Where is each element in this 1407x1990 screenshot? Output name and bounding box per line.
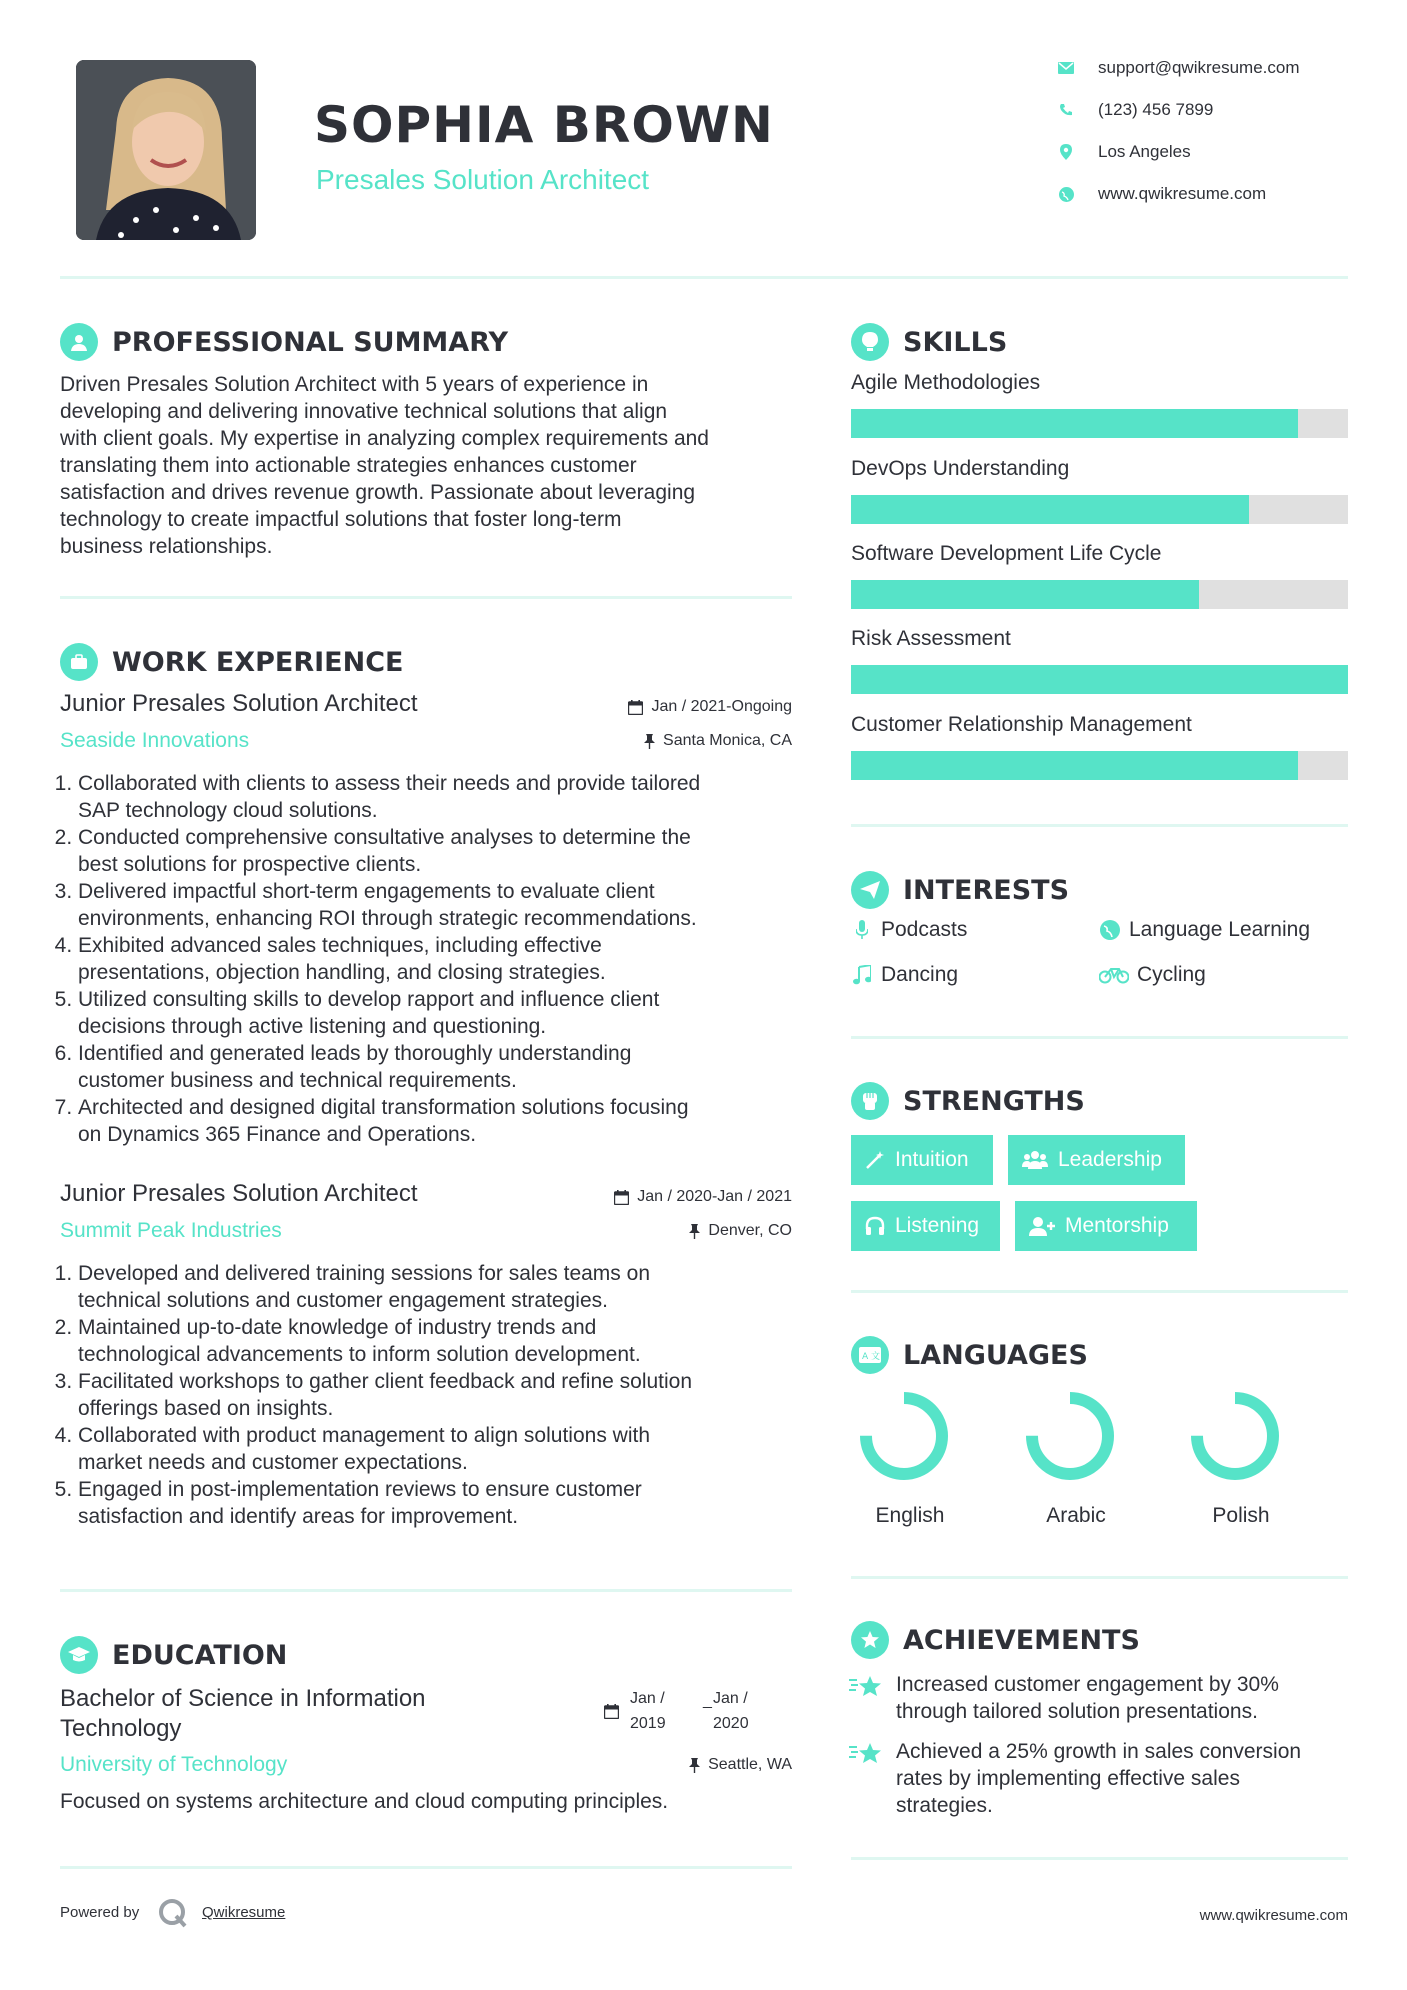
qwikresume-logo-icon bbox=[158, 1898, 188, 1933]
user-plus-icon bbox=[1029, 1216, 1055, 1236]
school-name: University of Technology bbox=[60, 1753, 288, 1776]
interest-label: Language Learning bbox=[1129, 918, 1311, 941]
achievement-line: Increased customer engagement by 30% bbox=[896, 1673, 1279, 1696]
list-item: 5. Utilized consulting skills to develop rapport and influence client decisions through active listening and questioning. bbox=[78, 986, 818, 1040]
job-dates bbox=[540, 1188, 792, 1206]
skill-bar bbox=[851, 751, 1348, 780]
language-label: Polish bbox=[1212, 1504, 1270, 1527]
education-start-b: 2019 bbox=[630, 1715, 666, 1732]
languages-divider bbox=[851, 1576, 1348, 1579]
powered-by-label: Powered by bbox=[60, 1904, 140, 1921]
job-location bbox=[560, 1222, 792, 1240]
list-item: 1. Collaborated with clients to assess their needs and provide tailored SAP technology cloud solutions. bbox=[78, 770, 818, 824]
skill-bar-fill bbox=[851, 409, 1298, 438]
strength-chip bbox=[851, 1201, 1000, 1251]
job-dates bbox=[560, 698, 792, 716]
skill-label: Customer Relationship Management bbox=[851, 713, 1192, 736]
list-item: 7. Architected and designed digital transformation solutions focusing on Dynamics 365 Finance and Operations. bbox=[78, 1094, 818, 1148]
education-start bbox=[630, 1686, 666, 1736]
phone-icon bbox=[1056, 100, 1076, 120]
strength-chip bbox=[851, 1135, 993, 1185]
microphone-icon bbox=[851, 920, 873, 940]
language-ring-arabic bbox=[1024, 1390, 1116, 1487]
pushpin-icon bbox=[644, 734, 655, 749]
skill-label: Agile Methodologies bbox=[851, 371, 1041, 394]
summary-divider bbox=[60, 596, 792, 599]
job-location-text: Denver, CO bbox=[708, 1222, 792, 1239]
job-dates-text: Jan / 2021-Ongoing bbox=[651, 698, 792, 715]
education-header bbox=[60, 1636, 287, 1674]
job-title: Junior Presales Solution Architect bbox=[60, 690, 418, 717]
strength-label: Intuition bbox=[895, 1148, 969, 1171]
achievement-line: through tailored solution presentations. bbox=[896, 1700, 1258, 1723]
list-item: 2. Maintained up-to-date knowledge of industry trends and technological advancements to inform solution development. bbox=[78, 1314, 818, 1368]
contact-website[interactable] bbox=[1056, 184, 1356, 204]
svg-text:文: 文 bbox=[871, 1352, 881, 1362]
strength-label: Listening bbox=[895, 1214, 980, 1237]
language-ring-english bbox=[858, 1390, 950, 1487]
experience-divider bbox=[60, 1589, 792, 1592]
list-item: 3. Delivered impactful short-term engagements to evaluate client environments, enhancing ROI through strategic recommendations. bbox=[78, 878, 818, 932]
achievements-divider bbox=[851, 1857, 1348, 1860]
job-dates-text: Jan / 2020-Jan / 2021 bbox=[637, 1188, 792, 1205]
achievement-line: strategies. bbox=[896, 1794, 993, 1817]
list-item: 6. Identified and generated leads by thoroughly understanding customer business and technical requirements. bbox=[78, 1040, 818, 1094]
degree-line: Technology bbox=[60, 1715, 182, 1742]
experience-header bbox=[60, 643, 403, 681]
skill-bar-fill bbox=[851, 580, 1199, 609]
contact-email-text: support@qwikresume.com bbox=[1098, 58, 1300, 77]
language-ring-polish bbox=[1189, 1390, 1281, 1487]
candidate-name: SOPHIA BROWN bbox=[314, 96, 774, 154]
star-badge-icon bbox=[851, 1621, 889, 1659]
summary-line: Driven Presales Solution Architect with 5 years of experience in bbox=[60, 373, 649, 396]
education-divider bbox=[60, 1866, 792, 1869]
summary-header bbox=[60, 323, 508, 361]
lightbulb-icon bbox=[851, 323, 889, 361]
education-heading: EDUCATION bbox=[112, 1639, 288, 1671]
summary-heading: PROFESSIONAL SUMMARY bbox=[112, 326, 509, 358]
language-label: Arabic bbox=[1046, 1504, 1106, 1527]
achievements-heading: ACHIEVEMENTS bbox=[903, 1624, 1140, 1656]
achievement-line: rates by implementing effective sales bbox=[896, 1767, 1240, 1790]
pushpin-icon bbox=[689, 1224, 700, 1239]
graduation-cap-icon bbox=[60, 1636, 98, 1674]
list-item: 2. Conducted comprehensive consultative analyses to determine the best solutions for prospective clients. bbox=[78, 824, 818, 878]
skill-bar-fill bbox=[851, 665, 1348, 694]
skill-bar bbox=[851, 495, 1348, 524]
strength-chip bbox=[1008, 1135, 1185, 1185]
skill-label: DevOps Understanding bbox=[851, 457, 1070, 480]
calendar-icon bbox=[604, 1704, 619, 1724]
list-item: 4. Exhibited advanced sales techniques, including effective presentations, objection handling, and closing strategies. bbox=[78, 932, 818, 986]
strength-label: Leadership bbox=[1058, 1148, 1162, 1171]
company-name: Summit Peak Industries bbox=[60, 1219, 282, 1242]
list-item: 3. Facilitated workshops to gather client feedback and refine solution offerings based on insights. bbox=[78, 1368, 818, 1422]
magic-wand-icon bbox=[865, 1150, 885, 1170]
summary-line: satisfaction and drives revenue growth. Passionate about leveraging bbox=[60, 481, 696, 504]
languages-header bbox=[851, 1336, 1088, 1374]
job-location-text: Santa Monica, CA bbox=[663, 732, 792, 749]
education-description: Focused on systems architecture and cloud computing principles. bbox=[60, 1790, 669, 1813]
calendar-icon bbox=[628, 700, 643, 715]
globe-icon bbox=[1099, 920, 1121, 940]
contact-location bbox=[1056, 142, 1356, 162]
envelope-icon bbox=[1056, 58, 1076, 78]
language-label: English bbox=[875, 1504, 945, 1527]
job-title: Junior Presales Solution Architect bbox=[60, 1180, 418, 1207]
skills-divider bbox=[851, 824, 1348, 827]
skill-bar-fill bbox=[851, 751, 1298, 780]
job-location bbox=[560, 732, 792, 750]
strength-label: Mentorship bbox=[1065, 1214, 1169, 1237]
strengths-divider bbox=[851, 1290, 1348, 1293]
company-name: Seaside Innovations bbox=[60, 729, 250, 752]
headphones-icon bbox=[865, 1216, 885, 1236]
map-pin-icon bbox=[1056, 142, 1076, 162]
skill-bar-fill bbox=[851, 495, 1249, 524]
strengths-header bbox=[851, 1082, 1085, 1120]
bicycle-icon bbox=[1099, 966, 1129, 984]
skill-bar bbox=[851, 409, 1348, 438]
interest-item bbox=[851, 918, 967, 942]
interest-item bbox=[1099, 963, 1206, 987]
skill-bar bbox=[851, 665, 1348, 694]
summary-text bbox=[60, 371, 800, 560]
list-item: 1. Developed and delivered training sessions for sales teams on technical solutions and customer engagement strategies. bbox=[78, 1260, 818, 1314]
education-location-text: Seattle, WA bbox=[708, 1756, 792, 1773]
degree-title bbox=[60, 1684, 426, 1744]
pushpin-icon bbox=[689, 1758, 700, 1773]
achievements-header bbox=[851, 1621, 1140, 1659]
contact-phone[interactable] bbox=[1056, 100, 1356, 120]
svg-text:A: A bbox=[862, 1352, 869, 1362]
education-end-a: Jan / bbox=[713, 1690, 748, 1707]
language-icon bbox=[851, 1336, 889, 1374]
degree-line: Bachelor of Science in Information bbox=[60, 1685, 426, 1712]
summary-line: technology to create impactful solutions that foster long-term bbox=[60, 508, 622, 531]
contact-location-text: Los Angeles bbox=[1098, 142, 1191, 161]
achievement-item bbox=[896, 1671, 1346, 1725]
skills-heading: SKILLS bbox=[903, 326, 1008, 358]
skills-header bbox=[851, 323, 1007, 361]
contact-phone-text: (123) 456 7899 bbox=[1098, 100, 1214, 119]
date-dash: _ bbox=[703, 1692, 712, 1709]
skill-label: Risk Assessment bbox=[851, 627, 1011, 650]
interest-label: Cycling bbox=[1137, 963, 1206, 986]
globe-icon bbox=[1056, 184, 1076, 204]
star-icon bbox=[849, 1674, 883, 1705]
fist-icon bbox=[851, 1082, 889, 1120]
interests-divider bbox=[851, 1036, 1348, 1039]
contact-email[interactable] bbox=[1056, 58, 1356, 78]
job-duties bbox=[60, 770, 818, 1148]
header-divider bbox=[60, 276, 1348, 279]
summary-line: business relationships. bbox=[60, 535, 273, 558]
education-start-a: Jan / bbox=[630, 1690, 665, 1707]
music-note-icon bbox=[851, 965, 873, 985]
education-end bbox=[713, 1686, 749, 1736]
interest-item bbox=[851, 963, 958, 987]
achievement-item bbox=[896, 1738, 1346, 1819]
user-icon bbox=[60, 323, 98, 361]
users-icon bbox=[1022, 1150, 1048, 1170]
briefcase-icon bbox=[60, 643, 98, 681]
summary-line: translating them into actionable strategies enhances customer bbox=[60, 454, 637, 477]
calendar-icon bbox=[614, 1190, 629, 1205]
interest-label: Podcasts bbox=[881, 918, 968, 941]
paper-plane-icon bbox=[851, 871, 889, 909]
job-duties bbox=[60, 1260, 818, 1530]
skill-bar bbox=[851, 580, 1348, 609]
skill-label: Software Development Life Cycle bbox=[851, 542, 1162, 565]
profile-photo bbox=[76, 60, 256, 240]
star-icon bbox=[849, 1741, 883, 1772]
interest-label: Dancing bbox=[881, 963, 959, 986]
interests-header bbox=[851, 871, 1069, 909]
summary-line: developing and delivering innovative technical solutions that align bbox=[60, 400, 668, 423]
list-item: 4. Collaborated with product management to align solutions with market needs and customer expectations. bbox=[78, 1422, 818, 1476]
strength-chip bbox=[1015, 1201, 1197, 1251]
strengths-heading: STRENGTHS bbox=[903, 1085, 1085, 1117]
education-end-b: 2020 bbox=[713, 1715, 749, 1732]
summary-line: with client goals. My expertise in analyzing complex requirements and bbox=[60, 427, 709, 450]
education-location bbox=[600, 1756, 792, 1774]
interests-heading: INTERESTS bbox=[903, 874, 1070, 906]
experience-heading: WORK EXPERIENCE bbox=[112, 646, 404, 678]
languages-heading: LANGUAGES bbox=[903, 1339, 1088, 1371]
achievement-line: Achieved a 25% growth in sales conversion bbox=[896, 1740, 1302, 1763]
interest-item bbox=[1099, 918, 1310, 942]
qwikresume-link[interactable]: Qwikresume bbox=[202, 1904, 286, 1921]
list-item: 5. Engaged in post-implementation reviews to ensure customer satisfaction and identify areas for improvement. bbox=[78, 1476, 818, 1530]
footer-url[interactable]: www.qwikresume.com bbox=[1199, 1907, 1348, 1924]
contact-website-text: www.qwikresume.com bbox=[1098, 184, 1267, 203]
candidate-title: Presales Solution Architect bbox=[316, 164, 650, 195]
